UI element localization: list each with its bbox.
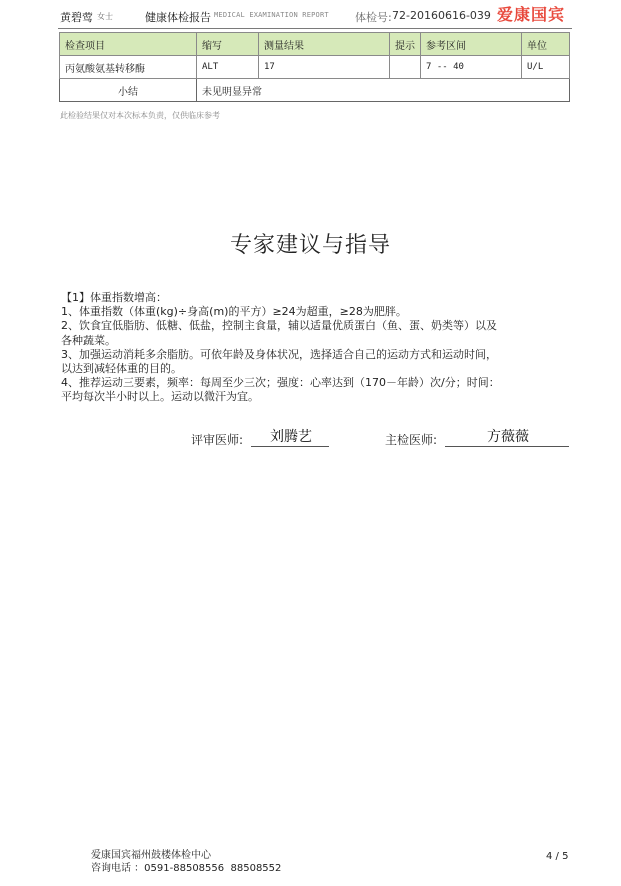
cell-unit: U/L <box>522 56 570 79</box>
report-title-en: MEDICAL EXAMINATION REPORT <box>214 11 329 19</box>
reviewer-label: 评审医师: <box>191 433 244 447</box>
patient-salutation: 女士 <box>97 12 113 21</box>
header-divider <box>58 28 572 29</box>
col-header-item: 检查项目 <box>60 33 197 56</box>
disclaimer-note: 此检验结果仅对本次标本负责，仅供临床参考 <box>60 111 220 120</box>
exam-number: 72-20160616-039 <box>392 9 491 22</box>
advice-line: 以达到减轻体重的目的。 <box>61 362 182 376</box>
advice-line: 各种蔬菜。 <box>61 333 116 347</box>
cell-result: 17 <box>259 56 390 79</box>
advice-line: 2、饮食宜低脂肪、低糖、低盐，控制主食量，辅以适量优质蛋白（鱼、蛋、奶类等）以及 <box>61 319 497 333</box>
advice-line: 1、体重指数（体重(kg)÷身高(m)的平方）≥24为超重，≥28为肥胖。 <box>61 305 407 319</box>
chief-signature: 方薇薇 <box>487 429 529 445</box>
reviewer-signature-line <box>251 446 329 447</box>
summary-label: 小结 <box>60 79 197 102</box>
exam-number-label: 体检号: <box>355 11 392 24</box>
results-table <box>59 32 570 102</box>
advice-block <box>61 291 576 405</box>
cell-abbr: ALT <box>197 56 259 79</box>
footer-phone: 咨询电话 ：0591-88508556 88508552 <box>91 863 282 874</box>
col-header-abbr: 缩写 <box>197 33 259 56</box>
table-row <box>60 56 570 79</box>
advice-line: 【1】体重指数增高： <box>61 291 167 304</box>
col-header-hint: 提示 <box>390 33 421 56</box>
brand-logo: 爱康国宾 <box>497 5 566 24</box>
report-title: 健康体检报告 <box>145 11 211 24</box>
summary-value: 未见明显异常 <box>197 79 570 102</box>
advice-line: 4、推荐运动三要素，频率：每周至少三次；强度：心率达到（170－年龄）次/分；时间： <box>61 376 500 390</box>
footer-center-name: 爱康国宾福州鼓楼体检中心 <box>91 850 211 861</box>
chief-signature-line <box>445 446 569 447</box>
cell-hint <box>390 56 421 79</box>
col-header-unit: 单位 <box>522 33 570 56</box>
col-header-range: 参考区间 <box>421 33 522 56</box>
cell-item: 丙氨酸氨基转移酶 <box>60 56 197 79</box>
patient-name: 黄碧莺 <box>60 11 93 24</box>
col-header-result: 测量结果 <box>259 33 390 56</box>
section-title: 专家建议与指导 <box>229 233 391 258</box>
advice-line: 平均每次半小时以上。运动以微汗为宜。 <box>61 390 259 404</box>
page-number: 4 / 5 <box>546 851 569 862</box>
reviewer-signature: 刘腾艺 <box>270 429 312 445</box>
chief-label: 主检医师: <box>385 433 438 447</box>
table-header-row <box>60 33 570 56</box>
cell-range: 7 -- 40 <box>421 56 522 79</box>
summary-row <box>60 79 570 102</box>
advice-line: 3、加强运动消耗多余脂肪。可依年龄及身体状况，选择适合自己的运动方式和运动时间， <box>61 347 497 361</box>
